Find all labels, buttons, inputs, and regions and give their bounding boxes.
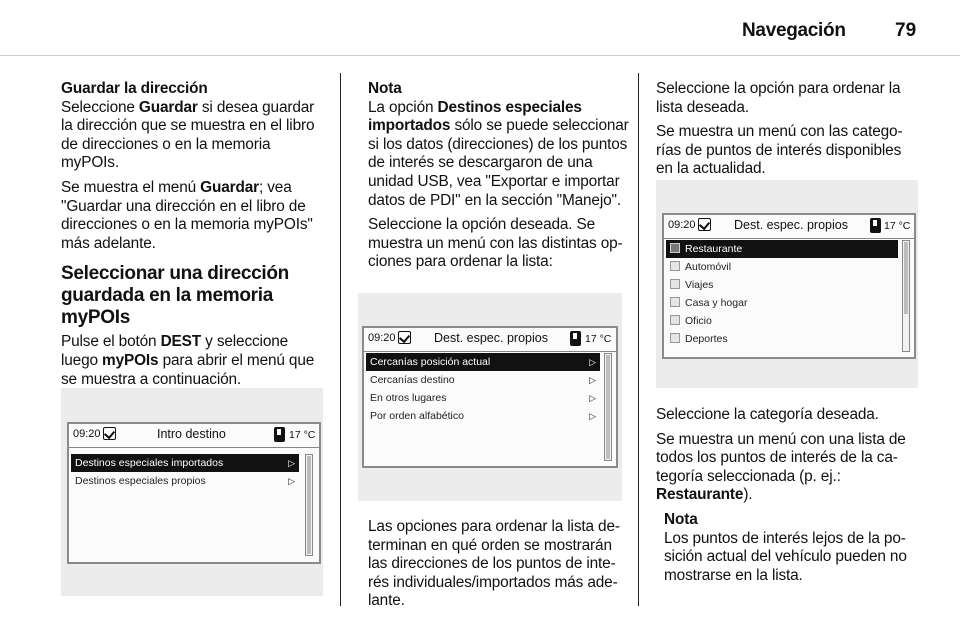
- menu-item[interactable]: [366, 407, 600, 425]
- phone-icon: [274, 427, 285, 442]
- section-title: Navegación: [742, 20, 846, 41]
- menu-list: [71, 454, 299, 490]
- chevron-right-icon: ▷: [589, 375, 596, 385]
- menu-item[interactable]: [666, 294, 898, 312]
- poi-category-icon: [670, 243, 680, 253]
- text: Se muestra un menú con una lista de todos los puntos de interés de la categoría seleccionada (p. ej.:: [656, 430, 906, 485]
- paragraph: Las opciones para ordenar la lista determinan en qué orden se mostrarán las direcciones de los puntos de interés individuales/importados más adelante.: [368, 518, 620, 610]
- text: Seleccione: [61, 98, 139, 116]
- paragraph: Seleccione la opción para ordenar la lista deseada.: [656, 80, 901, 116]
- text: ; vea "Guardar una dirección en el libro de direcciones o en la memoria myPOIs" más adelante.: [61, 178, 313, 252]
- column-1: [61, 80, 328, 395]
- column-3: [656, 80, 922, 185]
- divider: [664, 238, 914, 239]
- paragraph: [61, 99, 328, 173]
- navigation-check-icon: [698, 218, 711, 231]
- paragraph: Seleccione la opción deseada. Se muestra un menú con las distintas opciones para ordenar la lista:: [368, 216, 623, 271]
- scrollbar-thumb[interactable]: [307, 456, 311, 554]
- scrollbar[interactable]: [305, 454, 313, 556]
- column-2-bottom: [368, 518, 630, 617]
- phone-icon: [570, 331, 581, 346]
- text: Pulse el botón: [61, 333, 161, 351]
- menu-item-label: Casa y hogar: [685, 297, 748, 309]
- bold-term: myPOIs: [102, 351, 159, 369]
- poi-category-icon: [670, 261, 680, 271]
- menu-item-label: Cercanías destino: [370, 374, 455, 386]
- menu-item-label: En otros lugares: [370, 392, 447, 404]
- paragraph: Se muestra un menú con las categorías de puntos de interés disponibles en la actualidad.: [656, 123, 903, 178]
- paragraph: Seleccione la categoría deseada.: [656, 406, 879, 423]
- bold-term: Restaurante: [656, 486, 744, 504]
- status-bar: [364, 328, 616, 350]
- note-heading: Nota: [664, 510, 698, 528]
- column-divider: [340, 73, 341, 606]
- menu-item-label: Destinos especiales propios: [75, 475, 206, 487]
- menu-item[interactable]: [366, 371, 600, 389]
- menu-list: [366, 353, 600, 425]
- navigation-check-icon: [103, 427, 116, 440]
- column-divider: [638, 73, 639, 606]
- divider: [364, 351, 616, 352]
- section-heading: Seleccionar una dirección guardada en la memoria myPOIs: [61, 263, 289, 329]
- menu-item[interactable]: [666, 258, 898, 276]
- menu-item-label: Por orden alfabético: [370, 410, 464, 422]
- menu-item[interactable]: [366, 353, 600, 371]
- header-divider: [0, 55, 960, 56]
- menu-item[interactable]: [666, 240, 898, 258]
- chevron-right-icon: ▷: [589, 357, 596, 367]
- text: y seleccione luego: [61, 333, 289, 369]
- phone-icon: [870, 218, 881, 233]
- device-screen: [362, 326, 618, 468]
- navigation-check-icon: [398, 331, 411, 344]
- paragraph: [656, 431, 922, 505]
- menu-item[interactable]: [666, 276, 898, 294]
- poi-category-icon: [670, 315, 680, 325]
- status-bar: [69, 424, 319, 446]
- column-3-bottom: [656, 406, 922, 591]
- screen-title: Intro destino: [157, 427, 226, 441]
- chevron-right-icon: ▷: [288, 476, 295, 486]
- note-heading: Nota: [368, 80, 402, 97]
- chevron-right-icon: ▷: [589, 411, 596, 421]
- device-screen: [67, 422, 321, 564]
- status-bar: [664, 215, 914, 237]
- scrollbar-thumb[interactable]: [606, 355, 610, 459]
- menu-item-label: Oficio: [685, 315, 712, 327]
- scrollbar[interactable]: [604, 353, 612, 461]
- subhead: Guardar la dirección: [61, 80, 208, 97]
- screenshot-categorias: [656, 180, 918, 388]
- poi-category-icon: [670, 333, 680, 343]
- menu-item[interactable]: [71, 472, 299, 490]
- divider: [69, 447, 319, 448]
- clock: 09:20: [73, 428, 101, 440]
- text: sólo se puede seleccionar si los datos (direcciones) de los puntos de interés se descargaron de una unidad USB, vea "Exportar e importar datos de PDI" en la sección "Manejo".: [368, 117, 629, 209]
- bold-term: DEST: [160, 333, 202, 351]
- scrollbar-thumb[interactable]: [904, 242, 908, 314]
- menu-item[interactable]: [666, 312, 898, 330]
- text: si desea guardar la dirección que se muestra en el libro de direcciones o en la memoria myPOIs.: [61, 98, 315, 172]
- menu-item[interactable]: [366, 389, 600, 407]
- menu-item-label: Automóvil: [685, 261, 732, 273]
- bold-term: Guardar: [138, 98, 198, 116]
- note-text: [368, 99, 630, 211]
- menu-item-label: Deportes: [685, 333, 728, 345]
- device-screen: [662, 213, 916, 359]
- screen-title: Dest. espec. propios: [734, 218, 848, 232]
- scrollbar[interactable]: [902, 240, 910, 352]
- clock: 09:20: [368, 332, 396, 344]
- menu-item[interactable]: [71, 454, 299, 472]
- bold-term: Guardar: [200, 178, 259, 196]
- clock: 09:20: [668, 219, 696, 231]
- note-text: Los puntos de interés lejos de la posición actual del vehículo pueden no mostrarse en la lista.: [664, 529, 907, 584]
- paragraph: [61, 333, 328, 389]
- chevron-right-icon: ▷: [288, 458, 295, 468]
- page-number: 79: [895, 20, 917, 41]
- menu-list: [666, 240, 898, 348]
- page-header: [0, 0, 960, 56]
- text: Se muestra el menú: [61, 178, 201, 196]
- menu-item[interactable]: [666, 330, 898, 348]
- bold-term: Destinos especiales importados: [368, 98, 582, 135]
- column-2: [368, 80, 630, 278]
- temperature: 17 °C: [884, 220, 911, 232]
- text: ).: [743, 486, 753, 504]
- text: para abrir el menú que se muestra a continuación.: [61, 351, 315, 388]
- menu-item-label: Destinos especiales importados: [75, 457, 224, 469]
- temperature: 17 °C: [289, 429, 316, 441]
- menu-item-label: Viajes: [685, 279, 714, 291]
- screenshot-ordenar-lista: [358, 293, 622, 501]
- screenshot-intro-destino: [61, 388, 323, 596]
- menu-item-label: Cercanías posición actual: [370, 356, 491, 368]
- menu-item-label: Restaurante: [685, 243, 743, 255]
- paragraph: [61, 179, 328, 253]
- temperature: 17 °C: [585, 333, 612, 345]
- note-block: [656, 511, 922, 585]
- screen-title: Dest. espec. propios: [434, 331, 548, 345]
- text: La opción: [368, 98, 438, 116]
- poi-category-icon: [670, 297, 680, 307]
- poi-category-icon: [670, 279, 680, 289]
- chevron-right-icon: ▷: [589, 393, 596, 403]
